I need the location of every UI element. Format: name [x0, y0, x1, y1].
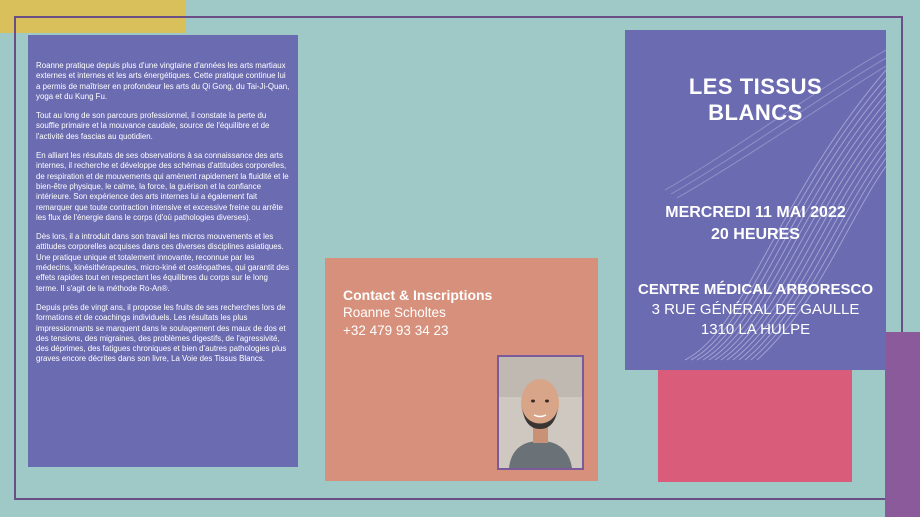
event-title-line2: BLANCS: [708, 100, 803, 125]
event-time: 20 HEURES: [711, 226, 800, 243]
decor-purple-strip: [885, 332, 920, 517]
bio-paragraph-5: Depuis près de vingt ans, il propose les fruits de ses recherches lors de formations et de coachings individuels. Les résultats les plus impressionnants se marquent dans le soulagement des maux de dos et des tensions, des migraines, des problèmes digestifs, de l'agressivité, des déprimes, des fatigues chroniques et bien d'autres pathologies plus graves encore décrites dans son livre, La Voie des Tissus Blancs.: [36, 302, 287, 364]
event-address-line2: 1310 LA HULPE: [700, 321, 811, 338]
event-address-line1: 3 RUE GÉNÉRAL DE GAULLE: [651, 301, 860, 318]
contact-title: Contact & Inscriptions: [343, 287, 493, 303]
decor-pink-block: [658, 366, 852, 482]
bio-paragraph-2: Tout au long de son parcours professionnel, il constate la perte du souffle primaire et la mouvance caudale, source de l'équilibre et de l'activité des fascias au quotidien.: [36, 111, 270, 141]
event-title-line1: LES TISSUS: [688, 74, 823, 99]
contact-phone[interactable]: +32 479 93 34 23: [343, 323, 449, 338]
biography-panel: [28, 35, 298, 467]
portrait-photo: [497, 355, 584, 470]
event-panel: [625, 30, 886, 370]
event-date: MERCREDI 11 MAI 2022: [665, 204, 846, 221]
portrait-image: [499, 357, 582, 468]
bio-paragraph-1: Roanne pratique depuis plus d'une vingtaine d'années les arts martiaux externes et internes et les arts énergétiques. Cette pratique continue lui a permis de maîtriser en profondeur les arts du Qi Gong, du Tai-Ji-Quan, yoga et du Kung Fu.: [36, 61, 290, 101]
contact-name: Roanne Scholtes: [343, 305, 446, 320]
bio-paragraph-3: En alliant les résultats de ses observations à sa connaissance des arts internes, il recherche et développe des schémas d'attitudes corporelles, de respiration et de mouvements qui amènent rapidement la fluidité et le bien-être physique, le calme, la force, la guérison et la confiance intérieure. Son expérience des arts internes lui a également fait remarquer que toute contraction intensive et excessive freine ou arrête les flux de l'énergie dans le corps (d'où pathologies diverses).: [36, 151, 289, 222]
event-venue: CENTRE MÉDICAL ARBORESCO: [637, 281, 873, 298]
event-date-block: [625, 202, 886, 246]
event-title: [625, 74, 886, 126]
bio-paragraph-4: Dès lors, il a introduit dans son travail les micros mouvements et les attitudes corporelles acquises dans ces diverses disciplines asiatiques. Une pratique unique et totalement innovante, reconnue par les médecins, kinésithérapeutes, micro-kiné et ostéopathes, qui garantit des effets rapides tout en respectant les équilibres du corps sur le long terme. Il s'agit de la méthode Ro-An®.: [36, 232, 290, 293]
